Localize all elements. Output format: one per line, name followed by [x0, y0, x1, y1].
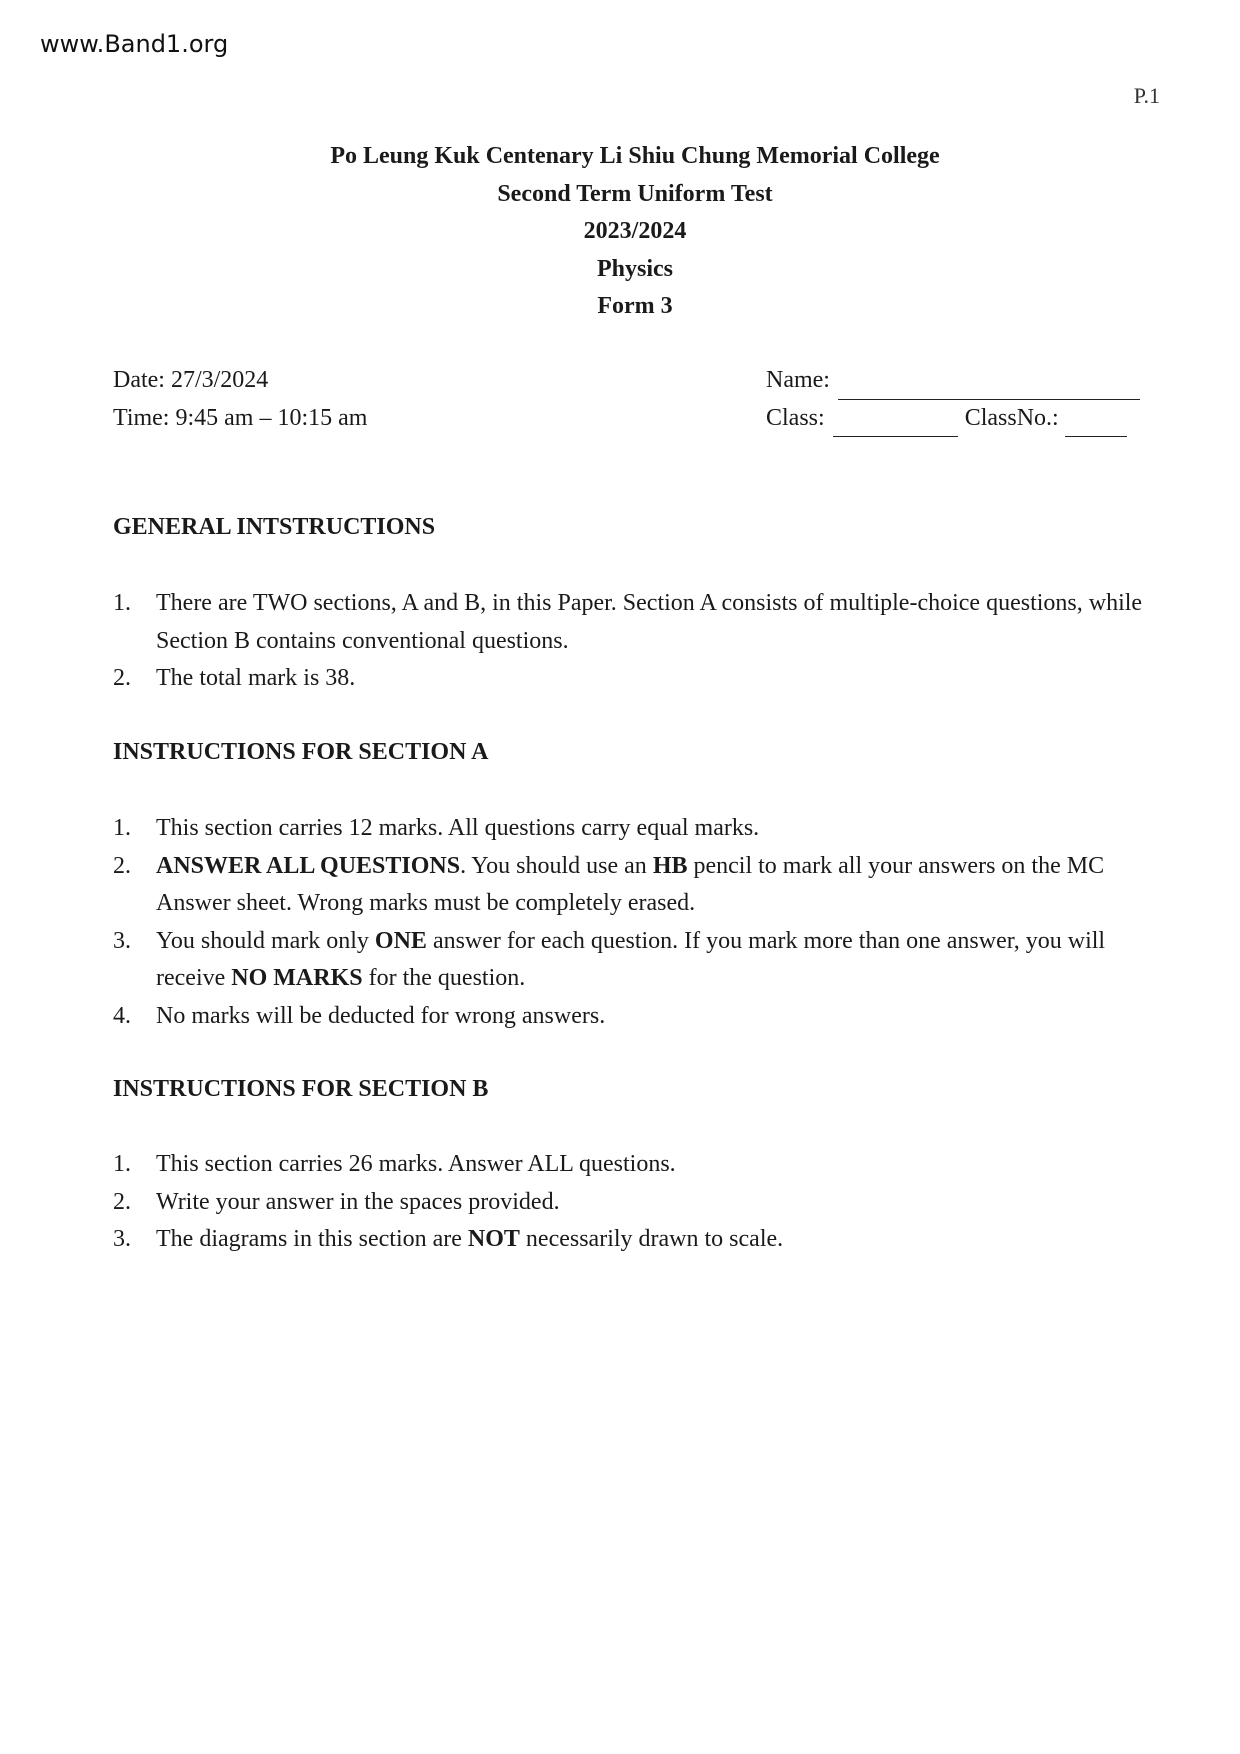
section-b-list [113, 1146, 1153, 1259]
list-item: 2. Write your answer in the spaces provided. [113, 1188, 560, 1215]
section-a-list [113, 810, 1153, 1035]
name-label: Name: [766, 367, 830, 393]
name-field[interactable] [838, 373, 1140, 400]
exam-header [0, 138, 1240, 326]
section-a-heading: INSTRUCTIONS FOR SECTION A [113, 739, 489, 765]
school-year: 2023/2024 [583, 218, 687, 244]
exam-time: Time: 9:45 am – 10:15 am [113, 404, 368, 431]
general-instructions-list [113, 585, 1153, 698]
name-row [766, 362, 1146, 400]
classno-field[interactable] [1065, 410, 1127, 437]
class-label: Class: [766, 404, 825, 431]
list-item: 1. There are TWO sections, A and B, in this Paper. Section A consists of multiple-choice questions, while Section B contains conventional questions. [113, 590, 1143, 654]
exam-meta [113, 362, 367, 437]
classno-label: ClassNo.: [964, 404, 1059, 431]
school-name: Po Leung Kuk Centenary Li Shiu Chung Memorial College [330, 143, 940, 169]
test-name: Second Term Uniform Test [497, 180, 773, 207]
list-item: 3. The diagrams in this section are NOT necessarily drawn to scale. [113, 1226, 784, 1252]
list-item: 4. No marks will be deducted for wrong answers. [113, 1002, 606, 1029]
list-item: 3. You should mark only ONE answer for each question. If you mark more than one answer, you will receive NO MARKS for the question. [113, 927, 1106, 991]
watermark: www.Band1.org [40, 30, 229, 58]
class-field[interactable] [833, 410, 958, 437]
list-item: 1. This section carries 12 marks. All questions carry equal marks. [113, 815, 760, 841]
list-item: 1. This section carries 26 marks. Answer ALL questions. [113, 1151, 676, 1177]
form-level: Form 3 [597, 293, 673, 319]
list-item: 2. ANSWER ALL QUESTIONS. You should use an HB pencil to mark all your answers on the MC Answer sheet. Wrong marks must be completely erased. [113, 852, 1105, 916]
general-instructions-heading: GENERAL INTSTRUCTIONS [113, 514, 436, 540]
page-number: P.1 [1133, 83, 1160, 108]
class-row [766, 400, 1146, 438]
exam-date: Date: 27/3/2024 [113, 367, 269, 393]
list-item: 2. The total mark is 38. [113, 665, 356, 691]
section-b-heading: INSTRUCTIONS FOR SECTION B [113, 1076, 489, 1102]
student-info [766, 362, 1146, 437]
subject: Physics [596, 255, 673, 282]
